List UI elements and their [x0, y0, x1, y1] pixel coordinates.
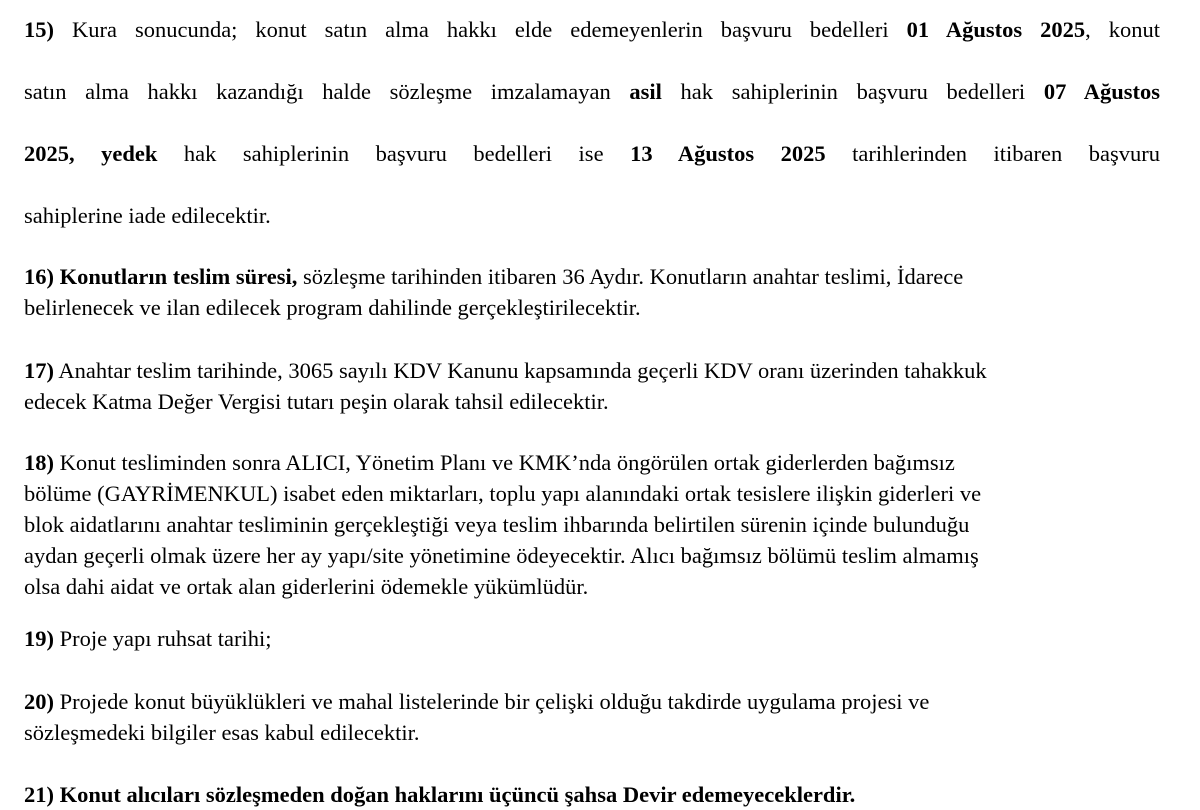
- clause-text: Konut tesliminden sonra ALICI, Yönetim Planı ve KMK’nda öngörülen ortak giderlerden bağımsız: [54, 450, 955, 475]
- clause-number: 20): [24, 689, 54, 714]
- asil-term: asil: [629, 79, 662, 104]
- clause-text: Kura sonucunda; konut satın alma hakkı elde edemeyenlerin başvuru bedelleri: [54, 17, 907, 42]
- clause-18-line-1: [24, 447, 1160, 478]
- yedek-term: 2025, yedek: [24, 141, 158, 166]
- clause-16-line-2: [24, 292, 1160, 323]
- clause-16: [24, 261, 1160, 323]
- clause-17-line-1: [24, 355, 1160, 386]
- clause-21: [24, 779, 1160, 810]
- clause-21-line-1: [24, 779, 1160, 810]
- clause-heading: 16) Konutların teslim süresi,: [24, 264, 298, 289]
- clause-text: , konut: [1085, 17, 1160, 42]
- clause-text: sahiplerine iade edilecektir.: [24, 203, 271, 228]
- clause-number: 19): [24, 626, 54, 651]
- refund-date-rejected: 01 Ağustos 2025: [906, 17, 1086, 42]
- clause-15-line-4: [24, 200, 1160, 231]
- clause-text: tarihlerinden itibaren başvuru: [825, 141, 1161, 166]
- clause-text: sözleşme tarihinden itibaren 36 Aydır. Konutların anahtar teslimi, İdarece: [297, 264, 964, 289]
- clause-16-line-1: [24, 261, 1160, 292]
- clause-15-line-1: [24, 14, 1160, 76]
- clause-text: belirlenecek ve ilan edilecek program dahilinde gerçekleştirilecektir.: [24, 295, 641, 320]
- clause-text: satın alma hakkı kazandığı halde sözleşme imzalamayan: [24, 79, 630, 104]
- clause-17: [24, 355, 1160, 417]
- clause-20-line-2: [24, 717, 1160, 748]
- clause-text: Projede konut büyüklükleri ve mahal listelerinde bir çelişki olduğu takdirde uygulama projesi ve: [54, 689, 930, 714]
- clause-number: 15): [24, 17, 54, 42]
- refund-date-yedek: 13 Ağustos 2025: [630, 141, 826, 166]
- clause-text: edecek Katma Değer Vergisi tutarı peşin olarak tahsil edilecektir.: [24, 389, 609, 414]
- clause-text: olsa dahi aidat ve ortak alan giderlerini ödemekle yükümlüdür.: [24, 574, 589, 599]
- clause-number: 18): [24, 450, 54, 475]
- clause-text: blok aidatlarını anahtar tesliminin gerçekleştiği veya teslim ihbarında belirtilen sürenin içinde bulunduğu: [24, 512, 970, 537]
- clause-19-line-1: [24, 623, 1160, 654]
- clause-text: aydan geçerli olmak üzere her ay yapı/site yönetimine ödeyecektir. Alıcı bağımsız bölümü teslim almamış: [24, 543, 979, 568]
- clause-text: hak sahiplerinin başvuru bedelleri ise: [157, 141, 631, 166]
- clause-20-line-1: [24, 686, 1160, 717]
- clause-15: [24, 14, 1160, 231]
- clause-18: [24, 447, 1160, 602]
- clause-19: [24, 623, 1160, 654]
- refund-date-asil: 07 Ağustos: [1043, 79, 1161, 104]
- clause-18-line-5: [24, 571, 1160, 602]
- clause-15-line-2: [24, 76, 1160, 138]
- clause-text: hak sahiplerinin başvuru bedelleri: [661, 79, 1044, 104]
- clause-text: bölüme (GAYRİMENKUL) isabet eden miktarları, toplu yapı alanındaki ortak tesislere ilişkin giderleri ve: [24, 481, 982, 506]
- clause-heading: 21) Konut alıcıları sözleşmeden doğan haklarını üçüncü şahsa Devir edemeyeceklerdir.: [24, 782, 856, 807]
- clause-20: [24, 686, 1160, 748]
- clause-text: sözleşmedeki bilgiler esas kabul edilecektir.: [24, 720, 420, 745]
- clause-text: Anahtar teslim tarihinde, 3065 sayılı KDV Kanunu kapsamında geçerli KDV oranı üzerinden tahakkuk: [54, 358, 987, 383]
- clause-18-line-3: [24, 509, 1160, 540]
- clause-18-line-2: [24, 478, 1160, 509]
- clause-18-line-4: [24, 540, 1160, 571]
- clause-text: Proje yapı ruhsat tarihi;: [54, 626, 272, 651]
- clause-17-line-2: [24, 386, 1160, 417]
- clause-number: 17): [24, 358, 54, 383]
- clause-15-line-3: [24, 138, 1160, 200]
